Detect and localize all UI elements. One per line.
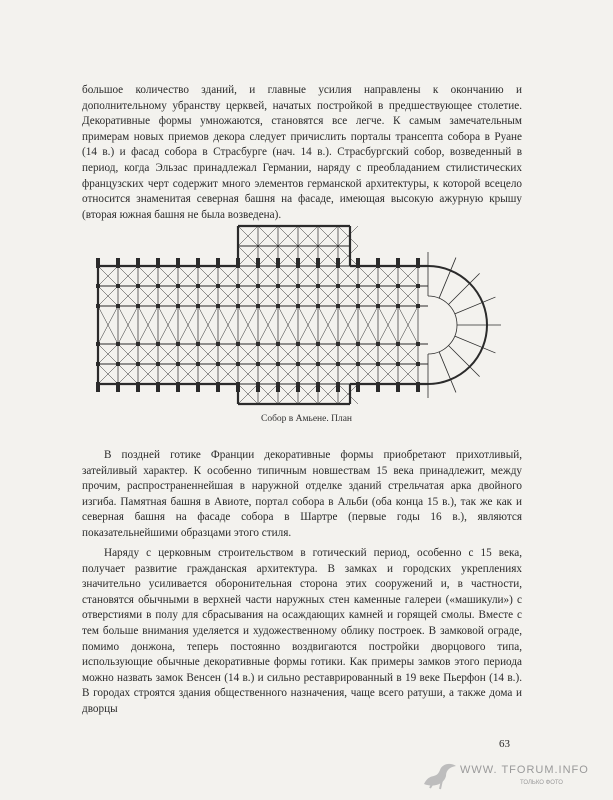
page-number: 63 <box>499 738 510 750</box>
watermark <box>400 756 605 794</box>
figure-caption: Собор в Амьене. План <box>260 414 353 424</box>
paragraph-1: большое количество зданий, и главные усилия направлены к окончанию и дополнительному убранству церквей, начатых постройкой в предшествующее столетие. Декоративные формы умножаются, становятся все легче. К самым замечательным примерам новых приемов декора следует причислить порталы трансепта собора в Руане (14 в.) и фасад собора в Страсбурге (нач. 14 в.). Страсбургский собор, возведенный в период, когда Эльзас принадлежал Германии, наряду с преобладанием стилистических французских черт содержит много элементов германской архитектуры, к которой всецело относится знаменитая северная башня на фасаде, имеющая высокую ажурную крышу (вторая южная башня не была возведена). <box>82 84 522 221</box>
watermark-text: WWW. TFORUM.INFO <box>460 764 589 776</box>
amiens-cathedral-plan <box>88 218 520 408</box>
paragraph-3: Наряду с церковным строительством в готический период, особенно с 15 века, получает развитие гражданская архитектура. В замках и городских укреплениях значительно усиливается оборонительная сторона этих сооружений и, в частности, становятся обычными в верхней части наружных стен каменные галереи («машикули») с отверстиями в полу для сбрасывания на осаждающих камней и горящей смолы. Вместе с тем больше внимания уделяется и художественному облику построек. В замковой ограде, помимо донжона, теперь постоянно воздвигаются постройки дворцового типа, использующие обычные декоративные формы готики. Как примеры замков этого периода можно назвать замок Венсен (14 в.) и сильно реставрированный в 19 веке Пьерфон (14 в.). В городах строятся здания общественного назначения, чаще всего ратуши, а также дома и дворцы <box>82 547 522 715</box>
paragraph-2: В поздней готике Франции декоративные формы приобретают прихотливый, затейливый характер. К особенно типичным новшествам 15 века принадлежит, между прочим, распространеннейшая в наружной отделке зданий стрельчатая арка двойного изгиба. Памятная башня в Авиоте, портал собора в Альби (оба конца 15 в.), так же как и северная башня на фасаде собора в Шартре (первые годы 16 в.), являются показательнейшими образцами этого стиля. <box>82 449 522 539</box>
floor-plan-figure <box>88 218 520 408</box>
dragon-logo-icon <box>422 758 458 790</box>
watermark-subtext: ТОЛЬКО ФОТО <box>520 780 563 786</box>
